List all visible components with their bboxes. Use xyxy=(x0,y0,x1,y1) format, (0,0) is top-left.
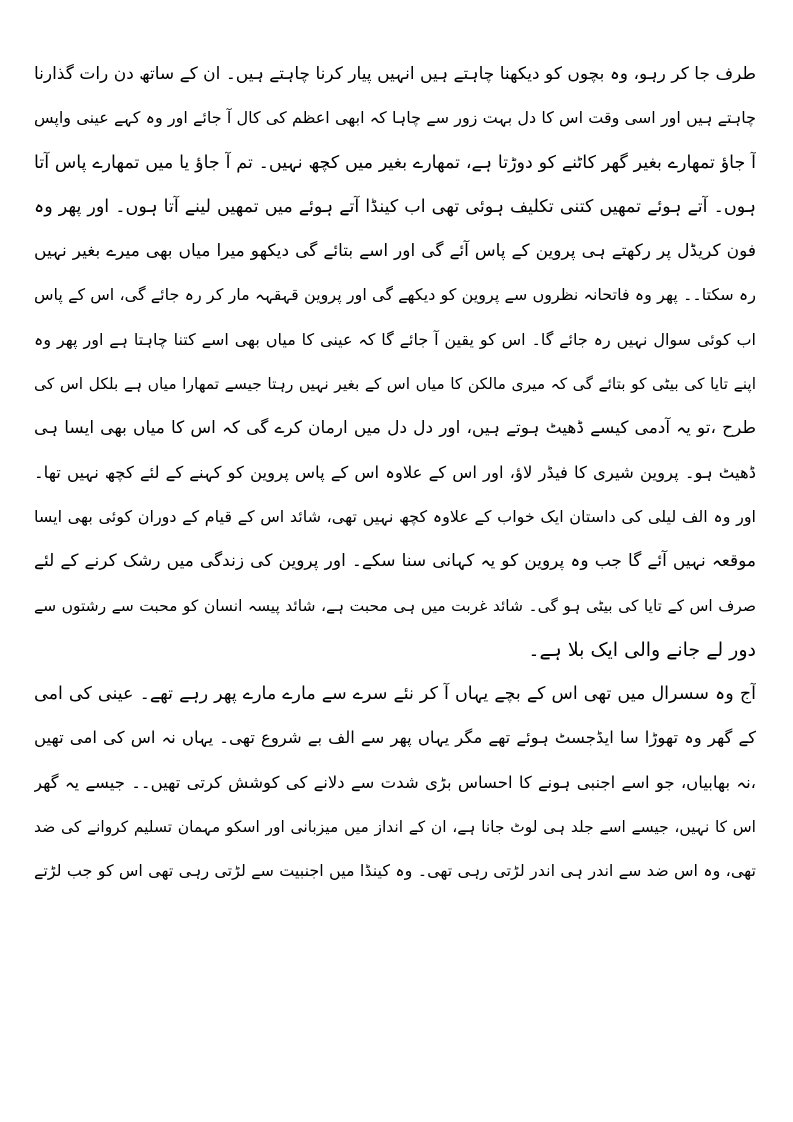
text-line: صرف اس کے تایا کی بیٹی ہو گی۔ شائد غربت میں ہی محبت ہے، شائد پیسہ انسان کو محبت سے رشتوں سے xyxy=(34,596,756,615)
text-line: ہوں۔ آتے ہوئے تمھیں کتنی تکلیف ہوئی تھی اب کینڈا آتے ہوئے میں تمھیں لینے آتا ہوں۔ اور پھر وہ xyxy=(34,196,756,217)
text-line: کے گھر وہ تھوڑا سا ایڈجسٹ ہوئے تھے مگر یہاں پھر سے الف بے شروع تھی۔ یہاں نہ اس کی امی تھیں xyxy=(34,728,756,748)
text-line: چاہتے ہیں اور اسی وقت اس کا دل بہت زور سے چاہا کہ ابھی اعظم کی کال آ جائے اور وہ کہے عینی واپس xyxy=(34,108,756,128)
text-line: اب کوئی سوال نہیں رہ جائے گا۔ اس کو یقین آ جائے گا کہ عینی کا میاں بھی اسے کتنا چاہتا ہے اور پھر وہ xyxy=(34,329,756,349)
text-line: تھی، وہ اس ضد سے اندر ہی اندر لڑتی رہی تھی۔ وہ کینڈا میں اجنبیت سے لڑتی رہی تھی اس کو جب لڑتے xyxy=(34,861,756,881)
text-line: اور وہ الف لیلی کی داستان ایک خواب کے علاوہ کچھ نہیں تھی، شائد اس کے قیام کے دوران کوئی بھی ایسا xyxy=(34,506,756,526)
text-line: موقعہ نہیں آئے گا جب وہ پروین کو یہ کہانی سنا سکے۔ اور پروین کی زندگی میں رشک کرنے کے لئے xyxy=(34,551,756,572)
text-line: طرح ،تو یہ آدمی کیسے ڈھیٹ ہوتے ہیں، اور دل دل میں ارمان کرے گی کہ اس کا میاں بھی ایسا ہی xyxy=(34,418,756,439)
text-line: آ جاؤ تمھارے بغیر گھر کاٹنے کو دوڑتا ہے، تمھارے بغیر میں کچھ نہیں۔ تم آ جاؤ یا میں تمھارے پاس آتا xyxy=(34,152,756,173)
text-line: فون کریڈل پر رکھتے ہی پروین کے پاس آئے گی اور اسے بتائے گی دیکھو میرا میاں بھی میرے بغیر نہیں xyxy=(34,241,756,262)
text-line: رہ سکتا۔۔ پھر وہ فاتحانہ نظروں سے پروین کو دیکھے گی اور پروین قہقہہ مار کر رہ جائے گی، اس کے پاس xyxy=(34,285,756,305)
text-line: طرف جا کر رہو، وہ بچوں کو دیکھنا چاہتے ہیں انہیں پیار کرنا چاہتے ہیں۔ ان کے ساتھ دن رات گذارنا xyxy=(34,64,756,84)
urdu-text-body xyxy=(34,52,756,894)
text-line: ڈھیٹ ہو۔ پروین شیری کا فیڈر لاؤ، اور اس کے علاوہ اس کے پاس پروین کو کہنے کے لئے کچھ نہیں تھا۔ xyxy=(34,462,756,482)
text-line: اس کا نہیں، جیسے اسے جلد ہی لوٹ جانا ہے، ان کے انداز میں میزبانی اور اسکو مہمان تسلیم کروانے کی ضد xyxy=(34,818,756,837)
text-line: اپنے تایا کی بیٹی کو بتائے گی کہ میری مالکن کا میاں اس کے بغیر نہیں رہتا جیسے تمھارا میاں ہے بلکل اس کی xyxy=(34,375,756,394)
paragraph-last-line: دور لے جانے والی ایک بلا ہے۔ xyxy=(528,638,756,661)
text-line: ،نہ بھابیاں، جو اسے اجنبی ہونے کا احساس بڑی شدت سے دلانے کی کوشش کرتی تھیں۔۔ جیسے یہ گھر xyxy=(34,772,756,792)
text-line: آج وہ سسرال میں تھی اس کے بچے یہاں آ کر نئے سرے سے مارے مارے پھر رہے تھے۔ عینی کی امی xyxy=(34,684,756,705)
